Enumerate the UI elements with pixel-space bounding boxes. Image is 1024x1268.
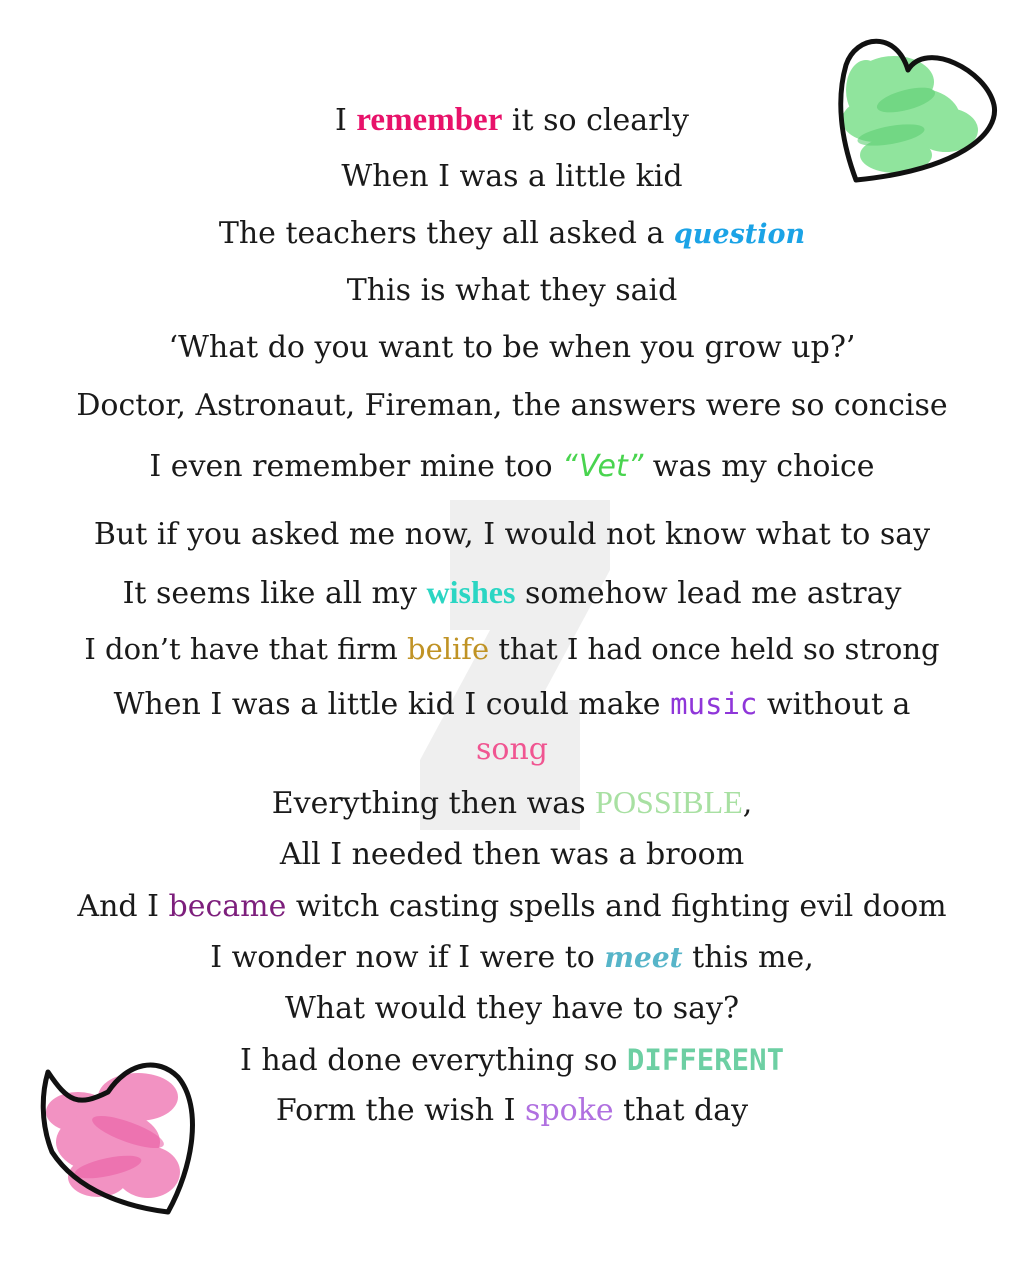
- highlight-word-vet: “Vet”: [562, 449, 644, 484]
- line-text: witch casting spells and fighting evil doom: [286, 889, 947, 924]
- highlight-word-remember: remember: [356, 102, 503, 138]
- line-text: ,: [742, 786, 753, 821]
- line-text: I even remember mine too: [149, 449, 563, 484]
- heart-icon: [38, 1052, 204, 1224]
- highlight-word-belife: belife: [407, 632, 490, 666]
- line-text: I don’t have that firm: [84, 632, 407, 666]
- line-text: was my choice: [643, 449, 875, 484]
- poem-line-6: Doctor, Astronaut, Fireman, the answers were so concise: [76, 388, 948, 423]
- poem-line-9: [0, 574, 1024, 612]
- highlight-word-meet: meet: [604, 941, 683, 974]
- poem-line-7: [0, 449, 1024, 485]
- line-text: Form the wish I: [275, 1093, 526, 1128]
- poem-line-11: [0, 686, 1024, 723]
- poem-line-8: But if you asked me now, I would not know what to say: [93, 517, 931, 552]
- highlight-word-question: question: [673, 219, 806, 250]
- line-text: I had done everything so: [239, 1043, 627, 1078]
- line-text: And I: [77, 889, 169, 924]
- poem-line-15: [0, 889, 1024, 925]
- highlight-word-wishes: wishes: [426, 574, 516, 610]
- poem-line-4: This is what they said: [346, 273, 678, 308]
- heart-icon: [836, 30, 1002, 194]
- highlight-word-different: DIFFERENT: [626, 1043, 785, 1077]
- highlight-word-music: music: [670, 687, 758, 721]
- line-text: that day: [613, 1093, 749, 1128]
- poem-line-17: What would they have to say?: [284, 991, 740, 1026]
- poem-line-2: When I was a little kid: [341, 159, 683, 194]
- highlight-word-possible: POSSIBLE: [595, 784, 743, 820]
- poem-line-10: [0, 631, 1024, 667]
- highlight-word-song: song: [476, 732, 548, 767]
- line-text: I: [334, 103, 357, 138]
- poem-line-16: [0, 940, 1024, 976]
- highlight-word-became: became: [168, 889, 287, 924]
- poem-line-5: ‘What do you want to be when you grow up?’: [168, 330, 856, 365]
- line-text: The teachers they all asked a: [218, 216, 674, 251]
- line-text: Everything then was: [271, 786, 596, 821]
- line-text: somehow lead me astray: [515, 576, 902, 611]
- line-text: it so clearly: [502, 103, 689, 138]
- line-text: I wonder now if I were to: [210, 940, 605, 975]
- poem-line-14: All I needed then was a broom: [279, 837, 745, 872]
- line-text: that I had once held so strong: [489, 632, 940, 666]
- line-text: without a: [757, 687, 911, 722]
- highlight-word-spoke: spoke: [525, 1093, 614, 1128]
- poem-line-3: [0, 216, 1024, 253]
- line-text: this me,: [682, 940, 814, 975]
- line-text: When I was a little kid I could make: [113, 687, 671, 722]
- poem-line-12: [0, 732, 1024, 768]
- poem-line-13: [0, 784, 1024, 822]
- line-text: It seems like all my: [122, 576, 427, 611]
